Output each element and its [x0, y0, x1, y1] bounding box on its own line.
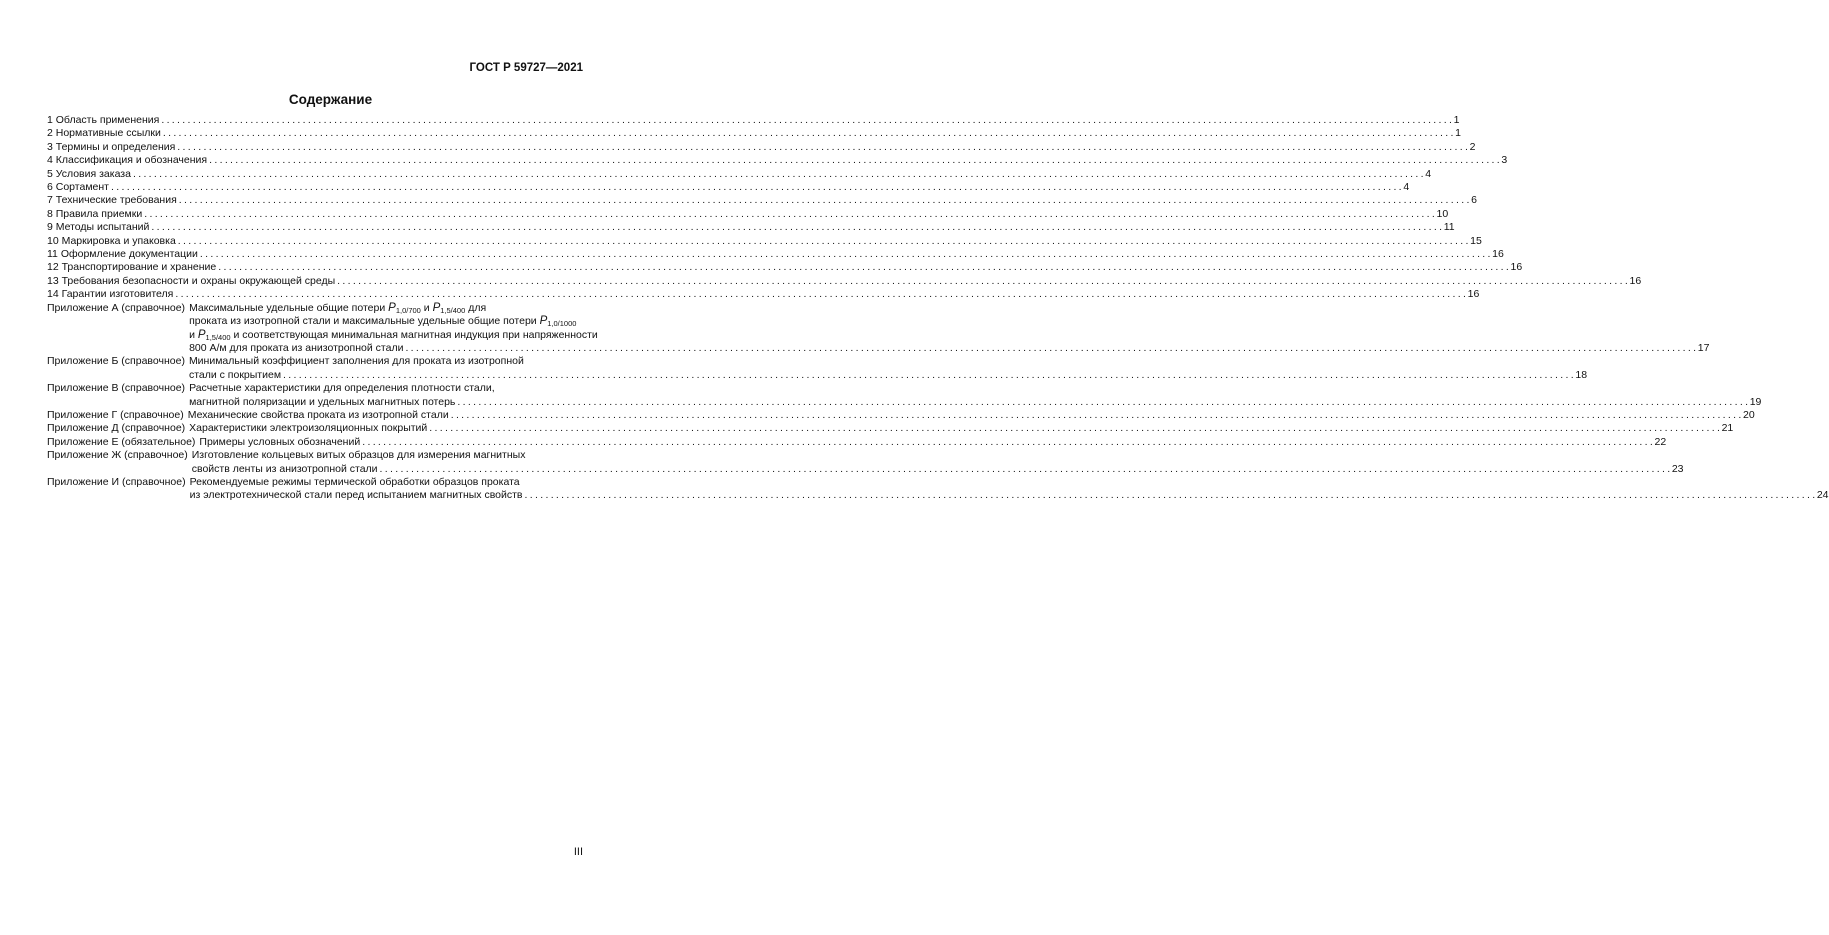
toc-appendix[interactable] [47, 382, 1762, 409]
toc-page: 16 [1510, 261, 1523, 274]
leader-dots [144, 208, 1434, 221]
toc-appendix-a[interactable] [47, 301, 1710, 356]
document-header: ГОСТ Р 59727—2021 [469, 62, 583, 74]
toc-entry-label: 12 Транспортирование и хранение [47, 261, 217, 274]
toc-page: 15 [1470, 234, 1482, 247]
toc-appendix[interactable] [47, 435, 1667, 449]
toc-page: 21 [1721, 422, 1734, 435]
leader-dots [111, 181, 1401, 194]
toc-appendices [47, 355, 1829, 502]
toc-entry[interactable] [47, 274, 1642, 288]
toc-entry[interactable] [47, 248, 1504, 261]
appendix-line: из электротехнической стали перед испытанием магнитных свойств . . . 24 [190, 489, 1829, 502]
toc-page: 18 [1575, 368, 1588, 381]
toc-entry[interactable] [47, 154, 1508, 167]
toc-page: 1 [1453, 114, 1460, 126]
toc-page: 20 [1743, 408, 1755, 421]
appendix-a-line-3: и $P_{1,5/400}$ и соответствующая минимальная магнитная индукция при напряженности [189, 328, 598, 342]
leader-dots [175, 288, 1465, 301]
leader-dots [200, 248, 1490, 261]
toc-entry[interactable] [47, 181, 1410, 194]
leader-dots [209, 154, 1499, 167]
toc-entry-label: 8 Правила приемки [47, 207, 143, 220]
toc-entry[interactable] [47, 194, 1477, 207]
appendix-line: Рекомендуемые режимы термической обработки образцов проката [189, 475, 520, 488]
toc-entry[interactable] [47, 127, 1461, 140]
leader-dots [525, 489, 1815, 502]
appendix-title [189, 422, 1733, 435]
leader-dots [177, 141, 1467, 154]
toc-entry[interactable] [47, 167, 1432, 181]
toc-entry-label: 5 Условия заказа [47, 167, 131, 180]
toc-entry[interactable] [47, 234, 1482, 248]
toc-page: 11 [1443, 221, 1455, 234]
toc-page: 10 [1436, 207, 1449, 220]
toc-entry-label: 1 Область применения [47, 114, 160, 126]
leader-dots [457, 396, 1747, 409]
toc-entry[interactable] [47, 140, 1476, 154]
appendix-line: Примеры условных обозначений . . . 22 [199, 436, 1666, 449]
appendix-title [189, 382, 1761, 409]
toc-sections [47, 114, 1642, 302]
toc-entry-label: 10 Маркировка и упаковка [47, 234, 176, 247]
toc-entry-label: 6 Сортамент [47, 181, 109, 194]
leader-dots [451, 409, 1741, 422]
toc-entry-label: 13 Требования безопасности и охраны окружающей среды [47, 274, 336, 287]
toc-page: 4 [1425, 167, 1432, 180]
leader-dots [151, 221, 1441, 234]
appendix-prefix: Приложение Ж (справочное) [47, 449, 188, 462]
toc-entry-label: 3 Термины и определения [47, 140, 176, 153]
toc-entry[interactable] [47, 288, 1480, 301]
appendix-title [188, 409, 1755, 422]
appendix-title [190, 476, 1829, 503]
appendix-line: магнитной поляризации и удельных магнитных потерь . . . 19 [189, 396, 1761, 409]
table-of-contents [47, 114, 1829, 503]
appendix-line: Расчетные характеристики для определения плотности стали, [189, 382, 495, 395]
toc-entry-label: 9 Методы испытаний [47, 221, 150, 234]
appendix-line: стали с покрытием . . . 18 [189, 369, 1587, 382]
appendix-prefix: Приложение А (справочное) [47, 301, 186, 314]
toc-page: 16 [1629, 274, 1642, 287]
appendix-prefix: Приложение Е (обязательное) [47, 435, 196, 448]
toc-page: 23 [1671, 462, 1684, 475]
toc-entry-label: 2 Нормативные ссылки [47, 127, 161, 140]
toc-appendix[interactable] [47, 422, 1734, 435]
toc-appendix[interactable] [47, 355, 1588, 382]
toc-page: 22 [1654, 435, 1667, 448]
leader-dots [161, 114, 1451, 127]
leader-dots [133, 168, 1423, 181]
leader-dots [429, 422, 1719, 435]
appendix-line: Механические свойства проката из изотропной стали . . . 20 [188, 409, 1755, 422]
appendix-line: свойств ленты из анизотропной стали . . . 23 [192, 463, 1684, 476]
toc-page: 6 [1471, 194, 1477, 207]
appendix-prefix: Приложение Д (справочное) [47, 422, 186, 435]
appendix-title [192, 449, 1684, 476]
toc-page: 16 [1492, 248, 1504, 261]
leader-dots [337, 275, 1627, 288]
leader-dots [405, 342, 1695, 355]
appendix-prefix: Приложение И (справочное) [47, 475, 186, 488]
appendix-line: Характеристики электроизоляционных покрытий . . . 21 [189, 422, 1733, 435]
toc-entry[interactable] [47, 221, 1455, 234]
appendix-prefix: Приложение Б (справочное) [47, 355, 185, 368]
page-number: III [573, 846, 583, 858]
toc-page: 19 [1749, 395, 1762, 408]
leader-dots [179, 194, 1469, 207]
toc-entry[interactable] [47, 261, 1523, 274]
toc-page: 17 [1697, 341, 1710, 354]
toc-appendix[interactable] [47, 449, 1684, 476]
toc-appendix[interactable] [47, 408, 1755, 422]
toc-page: 24 [1816, 489, 1829, 502]
appendix-line: Минимальный коэффициент заполнения для проката из изотропной [188, 355, 524, 368]
toc-page: 1 [1455, 127, 1461, 140]
toc-page: 4 [1403, 181, 1410, 194]
toc-appendix[interactable] [47, 475, 1829, 503]
leader-dots [218, 261, 1508, 274]
appendix-a-line-4: 800 А/м для проката из анизотропной стали . . . 17 [189, 342, 1709, 355]
leader-dots [380, 463, 1670, 476]
leader-dots [362, 436, 1652, 449]
toc-page: 16 [1467, 288, 1480, 301]
toc-entry-label: 7 Технические требования [47, 194, 177, 207]
leader-dots [163, 127, 1453, 140]
appendix-line: Изготовление кольцевых витых образцов для измерения магнитных [191, 449, 526, 462]
leader-dots [178, 235, 1468, 248]
leader-dots [283, 369, 1573, 382]
appendix-title [189, 355, 1587, 382]
toc-title: Содержание [288, 92, 373, 107]
toc-entry-label: 11 Оформление документации [47, 248, 198, 261]
appendix-title [189, 302, 1709, 356]
toc-page: 2 [1469, 140, 1476, 153]
toc-entry[interactable] [47, 207, 1449, 221]
appendix-prefix: Приложение Г (справочное) [47, 408, 184, 421]
appendix-title [199, 436, 1666, 449]
toc-entry-label: 4 Классификация и обозначения [47, 154, 208, 167]
toc-entry-label: 14 Гарантии изготовителя [47, 288, 174, 301]
appendix-a-line-2: проката из изотропной стали и максимальные удельные общие потери $P_{1,0/1000}$ [189, 315, 577, 329]
toc-page: 3 [1501, 154, 1508, 167]
appendix-prefix: Приложение В (справочное) [47, 382, 186, 395]
toc-entry[interactable] [47, 114, 1460, 127]
appendix-a-line-1: Максимальные удельные общие потери $P_{1,0/700}$ и $P_{1,5/400}$ для [189, 301, 487, 315]
